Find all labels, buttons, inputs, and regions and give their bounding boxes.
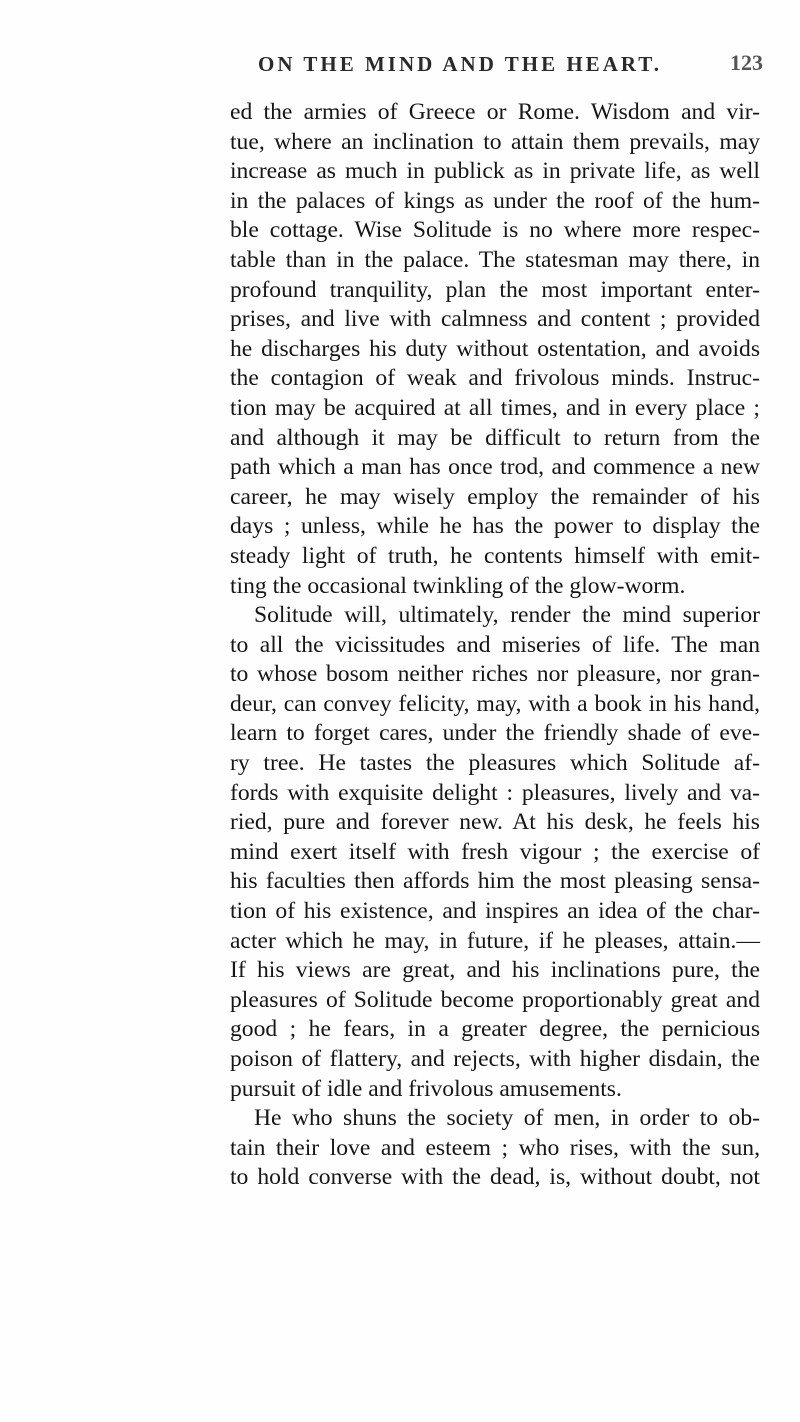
- text-line: days ; unless, while he has the power to display the: [230, 513, 760, 540]
- text-line: path which a man has once trod, and commence a new: [230, 454, 760, 481]
- page-number: 123: [730, 50, 763, 75]
- text-line: prises, and live with calmness and content ; provided: [230, 306, 760, 333]
- text-line: acter which he may, in future, if he pleases, attain.—: [230, 927, 760, 954]
- text-line: ting the occasional twinkling of the glow-worm.: [230, 572, 686, 599]
- text-line: to hold converse with the dead, is, without doubt, not: [230, 1164, 760, 1191]
- text-line: tue, where an inclination to attain them prevails, may: [230, 128, 760, 155]
- text-line: fords with exquisite delight : pleasures, lively and va-: [230, 779, 760, 806]
- body-text: [230, 98, 760, 1193]
- text-line: learn to forget cares, under the friendly shade of eve-: [230, 720, 760, 747]
- text-line: tion of his existence, and inspires an idea of the char-: [230, 898, 760, 925]
- text-line: steady light of truth, he contents himself with emit-: [230, 542, 760, 569]
- text-line: ry tree. He tastes the pleasures which Solitude af-: [230, 750, 760, 777]
- text-line: Solitude will, ultimately, render the mind superior: [254, 602, 760, 629]
- text-line: good ; he fears, in a greater degree, the pernicious: [230, 1016, 760, 1043]
- text-line: ble cottage. Wise Solitude is no where more respec-: [230, 217, 760, 244]
- running-head: ON THE MIND AND THE HEART.: [258, 52, 662, 76]
- text-line: increase as much in publick as in private life, as well: [230, 158, 760, 185]
- text-line: career, he may wisely employ the remainder of his: [230, 483, 760, 510]
- text-line: mind exert itself with fresh vigour ; the exercise of: [230, 838, 760, 865]
- text-line: pursuit of idle and frivolous amusements.: [230, 1075, 622, 1102]
- text-line: and although it may be difficult to return from the: [230, 424, 760, 451]
- text-line: tain their love and esteem ; who rises, with the sun,: [230, 1134, 760, 1161]
- text-line: to whose bosom neither riches nor pleasure, nor gran-: [230, 661, 760, 688]
- text-line: he discharges his duty without ostentation, and avoids: [230, 335, 760, 362]
- text-line: the contagion of weak and frivolous minds. Instruc-: [230, 365, 760, 392]
- text-line: ed the armies of Greece or Rome. Wisdom and vir-: [230, 99, 760, 125]
- text-line: He who shuns the society of men, in order to ob-: [254, 1105, 760, 1132]
- text-line: his faculties then affords him the most pleasing sensa-: [230, 868, 760, 895]
- text-line: ried, pure and forever new. At his desk, he feels his: [230, 809, 760, 836]
- text-line: pleasures of Solitude become proportionably great and: [230, 986, 760, 1013]
- text-line: poison of flattery, and rejects, with higher disdain, the: [230, 1046, 760, 1072]
- text-line: profound tranquility, plan the most important enter-: [230, 276, 760, 303]
- text-line: to all the vicissitudes and miseries of life. The man: [230, 631, 760, 658]
- text-line: tion may be acquired at all times, and in every place ;: [230, 394, 760, 421]
- text-line: table than in the palace. The statesman may there, in: [230, 246, 760, 273]
- text-line: in the palaces of kings as under the roof of the hum-: [230, 187, 760, 214]
- text-line: If his views are great, and his inclinations pure, the: [230, 957, 760, 984]
- text-line: deur, can convey felicity, may, with a book in his hand,: [230, 690, 760, 717]
